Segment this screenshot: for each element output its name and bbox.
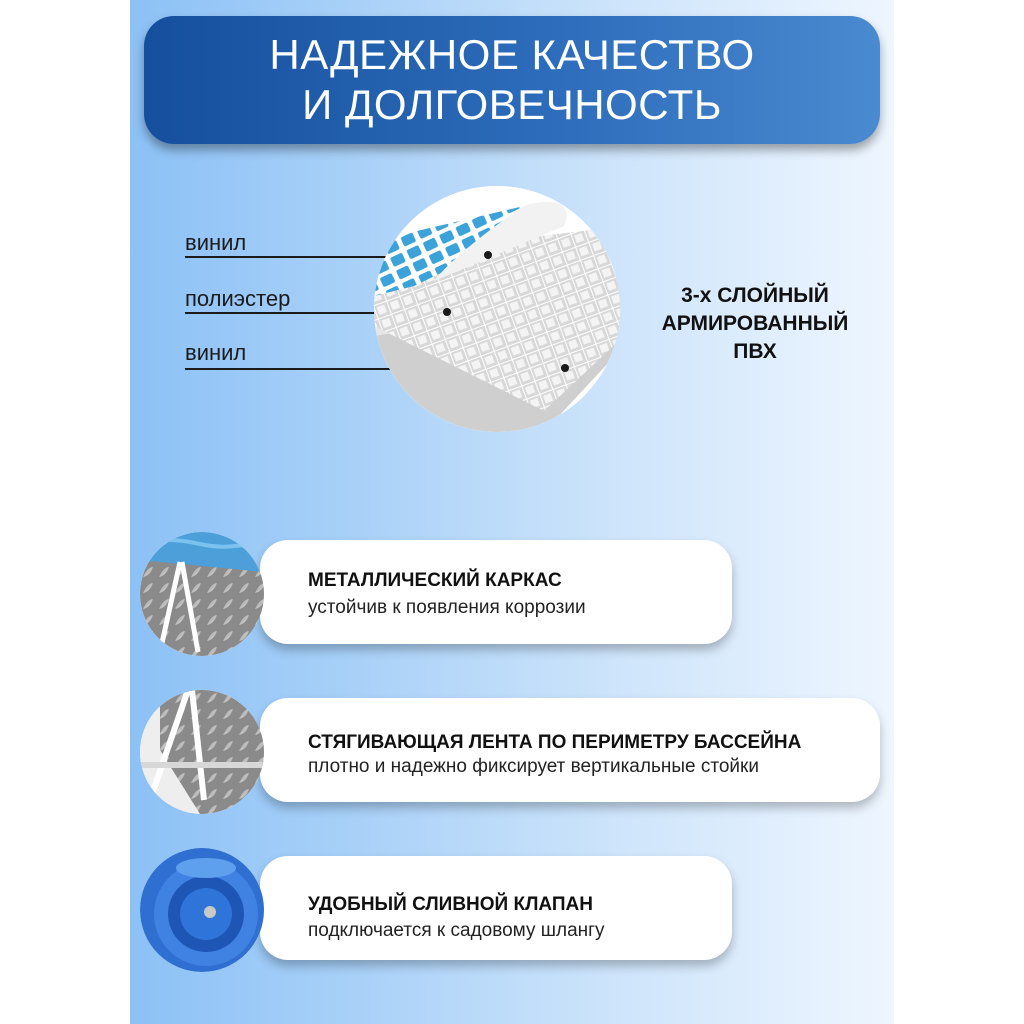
layer-label-vinyl-bottom: винил bbox=[185, 340, 247, 365]
feature-drain-valve bbox=[140, 848, 740, 968]
feature-title: СТЯГИВАЮЩАЯ ЛЕНТА ПО ПЕРИМЕТРУ БАССЕЙНА bbox=[308, 732, 802, 753]
feature-title: УДОБНЫЙ СЛИВНОЙ КЛАПАН bbox=[308, 894, 593, 915]
feature-bar bbox=[260, 540, 732, 644]
pool-frame-image bbox=[140, 532, 264, 656]
drain-valve-image bbox=[140, 848, 264, 972]
pvc-layers-image bbox=[374, 186, 620, 432]
layer-label-polyester: полиэстер bbox=[185, 286, 291, 311]
pvc-title-line1: 3-х СЛОЙНЫЙ bbox=[681, 284, 829, 307]
pool-belt-image bbox=[140, 690, 264, 814]
layer-label-vinyl-top: винил bbox=[185, 230, 247, 255]
header-title-line2: И ДОЛГОВЕЧНОСТЬ bbox=[302, 81, 722, 128]
feature-subtitle: плотно и надежно фиксирует вертикальные стойки bbox=[308, 756, 759, 777]
pvc-title-line3: ПВХ bbox=[733, 340, 777, 363]
pvc-layer-title bbox=[630, 282, 880, 366]
header-title-line1: НАДЕЖНОЕ КАЧЕСТВО bbox=[269, 31, 755, 78]
feature-subtitle: подключается к садовому шлангу bbox=[308, 920, 605, 941]
feature-metal-frame bbox=[140, 532, 740, 652]
pvc-title-line2: АРМИРОВАННЫЙ bbox=[661, 312, 849, 335]
header-banner bbox=[144, 16, 880, 144]
feature-title: МЕТАЛЛИЧЕСКИЙ КАРКАС bbox=[308, 570, 562, 591]
feature-perimeter-belt bbox=[140, 690, 890, 810]
feature-subtitle: устойчив к появления коррозии bbox=[308, 597, 586, 618]
